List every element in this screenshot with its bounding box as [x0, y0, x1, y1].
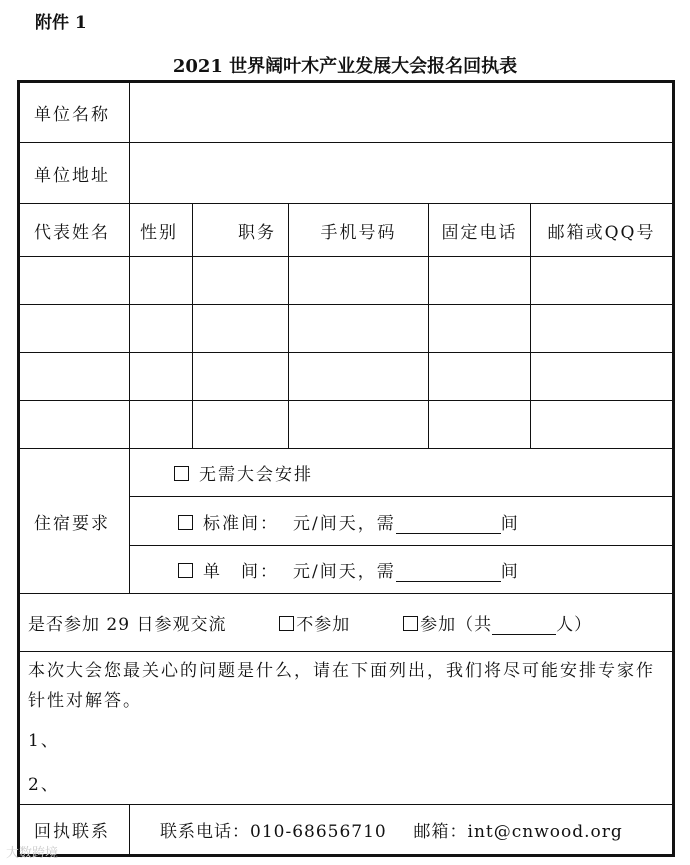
price-text: 元/间天，需: [293, 562, 396, 582]
cell[interactable]: [289, 305, 429, 353]
table-row: [19, 353, 674, 401]
accommodation-single-option[interactable]: [130, 546, 674, 594]
questions-prompt: 本次大会您最关心的问题是什么，请在下面列出，我们将尽可能安排专家作针性对解答。: [28, 661, 655, 711]
checkbox[interactable]: [178, 515, 193, 530]
option-label: 标准间：: [203, 513, 279, 534]
table-row: [19, 257, 674, 305]
cell[interactable]: [193, 401, 289, 449]
option-label: 无需大会安排: [199, 465, 313, 485]
registration-form: [17, 80, 675, 857]
cell[interactable]: [193, 353, 289, 401]
column-header-row: [19, 204, 674, 257]
col-position: 职务: [193, 204, 289, 257]
contact-info: [130, 805, 674, 856]
cell[interactable]: [130, 257, 193, 305]
cell[interactable]: [429, 401, 531, 449]
col-gender: 性别: [130, 204, 193, 257]
checkbox[interactable]: [178, 563, 193, 578]
form-title: 2021 世界阔叶木产业发展大会报名回执表: [172, 56, 518, 77]
cell[interactable]: [289, 257, 429, 305]
cell[interactable]: [19, 257, 130, 305]
cell[interactable]: [531, 353, 674, 401]
unit-address-label: 单位地址: [19, 143, 130, 204]
visit-no-label: 不参加: [296, 615, 351, 635]
accommodation-label: 住宿要求: [19, 449, 130, 594]
question-item-1: 1、: [28, 731, 60, 751]
col-mobile: 手机号码: [289, 204, 429, 257]
checkbox[interactable]: [174, 466, 189, 481]
cell[interactable]: [193, 305, 289, 353]
table-row: [19, 305, 674, 353]
visit-yes-suffix: 人）: [556, 615, 593, 635]
cell[interactable]: [429, 353, 531, 401]
visit-yes-label: 参加（共: [420, 615, 493, 635]
visit-count-blank[interactable]: [492, 616, 556, 635]
unit-name-field[interactable]: [130, 82, 674, 143]
attachment-label: 附件 1: [35, 13, 87, 33]
unit-address-field[interactable]: [130, 143, 674, 204]
cell[interactable]: [130, 353, 193, 401]
cell[interactable]: [130, 401, 193, 449]
room-count-blank[interactable]: [396, 515, 501, 534]
cell[interactable]: [531, 305, 674, 353]
email-address[interactable]: int@cnwood.org: [467, 822, 623, 842]
cell[interactable]: [531, 257, 674, 305]
unit-name-label: 单位名称: [19, 82, 130, 143]
phone-number: 010-68656710: [250, 822, 387, 842]
cell[interactable]: [289, 401, 429, 449]
cell[interactable]: [429, 305, 531, 353]
cell[interactable]: [19, 305, 130, 353]
cell[interactable]: [193, 257, 289, 305]
contact-label: 回执联系: [19, 805, 130, 856]
accommodation-standard-option[interactable]: [130, 497, 674, 546]
table-row: [19, 401, 674, 449]
watermark: 大数跨境: [6, 846, 59, 861]
question-item-2: 2、: [28, 775, 60, 795]
price-text: 元/间天，需: [293, 513, 396, 534]
room-unit: 间: [500, 513, 520, 534]
cell[interactable]: [531, 401, 674, 449]
option-label: 单 间：: [203, 562, 279, 582]
cell[interactable]: [429, 257, 531, 305]
room-count-blank[interactable]: [396, 563, 501, 582]
col-name: 代表姓名: [19, 204, 130, 257]
visit-yes-checkbox[interactable]: [403, 616, 418, 631]
questions-section[interactable]: [19, 652, 674, 805]
cell[interactable]: [130, 305, 193, 353]
email-label: 邮箱：: [413, 822, 468, 842]
col-landline: 固定电话: [429, 204, 531, 257]
accommodation-none-option[interactable]: [130, 449, 674, 497]
col-email-qq: 邮箱或QQ号: [531, 204, 674, 257]
cell[interactable]: [289, 353, 429, 401]
cell[interactable]: [19, 353, 130, 401]
visit-row: [19, 594, 674, 652]
visit-no-checkbox[interactable]: [279, 616, 294, 631]
phone-label: 联系电话：: [160, 822, 250, 842]
cell[interactable]: [19, 401, 130, 449]
room-unit: 间: [500, 562, 520, 582]
visit-question: 是否参加 29 日参观交流: [28, 615, 227, 635]
